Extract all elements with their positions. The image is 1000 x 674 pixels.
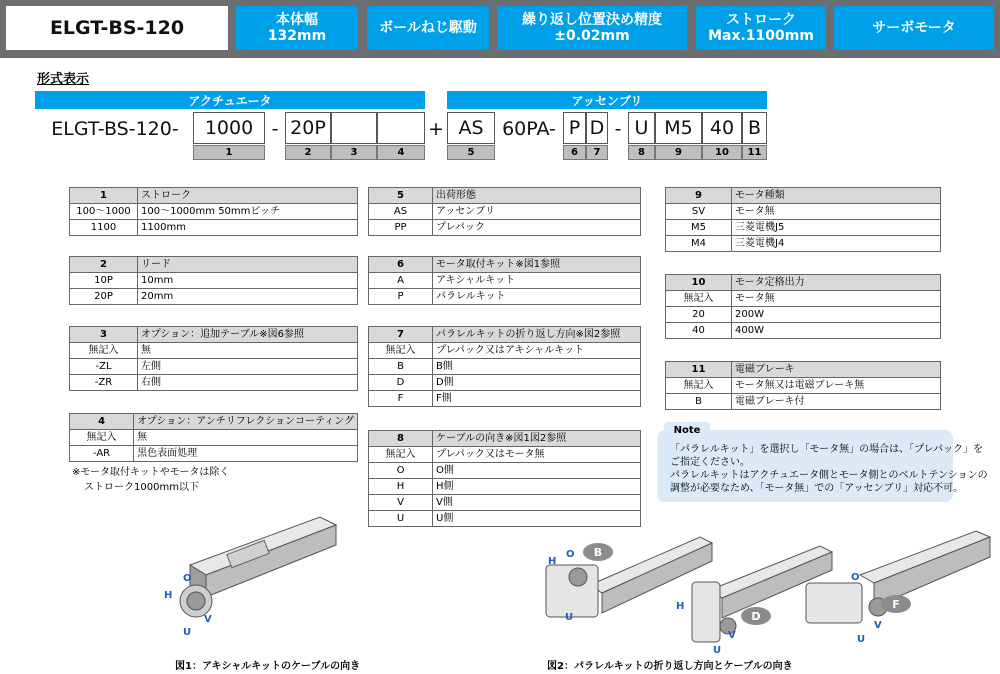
table-cell: B: [666, 394, 732, 410]
table-5-no: 5: [369, 188, 433, 204]
table-cell: B: [369, 359, 433, 375]
table-row: [369, 204, 641, 220]
table-11-title: 電磁ブレーキ: [732, 362, 941, 378]
group-assembly-bar: アッセンブリ: [447, 91, 767, 109]
table-cell: 1100mm: [138, 220, 358, 236]
table-4-no: 4: [70, 414, 134, 430]
table-6-title: モータ取付キット※図1参照: [433, 257, 641, 273]
table-cell: 1100: [70, 220, 138, 236]
code-box-8: U: [628, 112, 655, 144]
table-4-title: オプション：アンチリフレクションコーティング: [134, 414, 358, 430]
table-cell: -AR: [70, 446, 134, 462]
table-cell: H: [369, 479, 433, 495]
table-cell: 三菱電機J5: [732, 220, 941, 236]
format-section-title: 形式表示: [37, 72, 90, 87]
fig2-label-v: V: [728, 630, 736, 641]
table-cell: A: [369, 273, 433, 289]
code-num-5: 5: [447, 145, 495, 160]
table-7-no: 7: [369, 327, 433, 343]
table-row: [70, 446, 358, 462]
fig2-caption: 図2：パラレルキットの折り返し方向とケーブルの向き: [547, 661, 793, 672]
badge-accuracy-line2: ±0.02mm: [554, 28, 630, 44]
note-line-3: パラレルキットはアクチュエータ側とモータ側とのベルトテンションの: [670, 470, 988, 481]
spec-table-5: [368, 187, 641, 236]
code-num-6: 6: [563, 145, 586, 160]
spec-table-10: [665, 274, 941, 339]
table-cell: パラレルキット: [433, 289, 641, 305]
spec-table-9: [665, 187, 941, 252]
fig2-ring-b: B: [583, 543, 613, 561]
table-row: [369, 495, 641, 511]
code-num-11: 11: [742, 145, 767, 160]
fig1-label-v: V: [204, 614, 212, 625]
table-cell: モータ無: [732, 291, 941, 307]
table-cell: アキシャルキット: [433, 273, 641, 289]
table-cell: 無: [134, 430, 358, 446]
fig2-label-u-2: U: [713, 645, 722, 656]
note-line-4: 調整が必要なため、「モータ無」での「アッセンブリ」対応不可。: [670, 483, 964, 494]
code-plus: +: [428, 118, 444, 140]
table-cell: 無記入: [70, 430, 134, 446]
code-dash-1: -: [271, 118, 279, 140]
table-row: [369, 479, 641, 495]
code-box-1: 1000: [193, 112, 265, 144]
table-5-title: 出荷形態: [433, 188, 641, 204]
code-num-8: 8: [628, 145, 655, 160]
table-cell: 100～1000mm 50mmピッチ: [138, 204, 358, 220]
fig2-ring-f: F: [881, 595, 911, 613]
code-num-7: 7: [586, 145, 608, 160]
table-8-no: 8: [369, 431, 433, 447]
code-num-3: 3: [331, 145, 377, 160]
table-row: [666, 220, 941, 236]
table-cell: -ZR: [70, 375, 138, 391]
fig2-label-o: O: [566, 549, 575, 560]
table-cell: 20mm: [138, 289, 358, 305]
table-row: [666, 291, 941, 307]
note-label: Note: [664, 422, 710, 438]
table-cell: アッセンブリ: [433, 204, 641, 220]
table-cell: P: [369, 289, 433, 305]
table-11-no: 11: [666, 362, 732, 378]
table-cell: 無記入: [666, 378, 732, 394]
code-box-9: M5: [655, 112, 702, 144]
table-cell: D: [369, 375, 433, 391]
note-line-2: ご指定ください。: [670, 457, 750, 468]
fig1-label-u: U: [183, 627, 192, 638]
code-box-6: P: [563, 112, 586, 144]
table-6-no: 6: [369, 257, 433, 273]
footnote-line1: ※モータ取付キットやモータは除く: [72, 467, 230, 478]
table-1-no: 1: [70, 188, 138, 204]
badge-drive-line1: ボールねじ駆動: [379, 19, 477, 36]
spec-table-4: [69, 413, 358, 462]
table-row: [666, 307, 941, 323]
table-cell: 右側: [138, 375, 358, 391]
table-cell: 無記入: [369, 447, 433, 463]
table-row: [666, 394, 941, 410]
table-9-no: 9: [666, 188, 732, 204]
table-cell: 無記入: [666, 291, 732, 307]
table-cell: F: [369, 391, 433, 407]
code-box-2: 20P: [285, 112, 331, 144]
code-num-1: 1: [193, 145, 265, 160]
badge-accuracy: [497, 6, 687, 50]
table-row: [70, 220, 358, 236]
table-row: [666, 204, 941, 220]
table-10-no: 10: [666, 275, 732, 291]
table-cell: 無記入: [70, 343, 138, 359]
fig2-label-u: U: [565, 612, 574, 623]
table-3-no: 3: [70, 327, 138, 343]
fig2-actuator-f-illustration: [800, 525, 995, 635]
badge-accuracy-line1: 繰り返し位置決め精度: [522, 11, 662, 28]
code-prefix: ELGT-BS-120-: [51, 118, 179, 140]
table-row: [369, 289, 641, 305]
table-row: [666, 323, 941, 339]
table-cell: モータ無又は電磁ブレーキ無: [732, 378, 941, 394]
table-cell: 無: [138, 343, 358, 359]
table-cell: U: [369, 511, 433, 527]
table-2-title: リード: [138, 257, 358, 273]
table-cell: M4: [666, 236, 732, 252]
table-cell: H側: [433, 479, 641, 495]
fig2-ring-d: D: [741, 607, 771, 625]
table-2-no: 2: [70, 257, 138, 273]
table-row: [369, 343, 641, 359]
table-row: [70, 343, 358, 359]
fig1-label-h: H: [164, 590, 173, 601]
group-actuator-bar: アクチュエータ: [35, 91, 425, 109]
spec-table-11: [665, 361, 941, 410]
table-cell: -ZL: [70, 359, 138, 375]
table-cell: SV: [666, 204, 732, 220]
fig1-label-o: O: [183, 573, 192, 584]
code-num-10: 10: [702, 145, 742, 160]
fig2-label-u-3: U: [857, 634, 866, 645]
table-cell: 10P: [70, 273, 138, 289]
spec-table-8: [368, 430, 641, 527]
table-cell: AS: [369, 204, 433, 220]
table-cell: プレパック: [433, 220, 641, 236]
table-row: [369, 273, 641, 289]
badge-stroke: [696, 6, 826, 50]
table-9-title: モータ種類: [732, 188, 941, 204]
badge-width-line2: 132mm: [267, 28, 327, 44]
table-row: [369, 391, 641, 407]
table-cell: 40: [666, 323, 732, 339]
fig2-label-v-2: V: [874, 620, 882, 631]
table-cell: O: [369, 463, 433, 479]
table-row: [369, 220, 641, 236]
code-box-10: 40: [702, 112, 742, 144]
table-row: [666, 236, 941, 252]
table-cell: 電磁ブレーキ付: [732, 394, 941, 410]
table-row: [369, 375, 641, 391]
table-cell: D側: [433, 375, 641, 391]
table-cell: 200W: [732, 307, 941, 323]
table-cell: O側: [433, 463, 641, 479]
table-cell: プレパック又はモータ無: [433, 447, 641, 463]
table-8-title: ケーブルの向き※図1図2参照: [433, 431, 641, 447]
badge-stroke-line1: ストローク: [726, 11, 796, 28]
table-cell: F側: [433, 391, 641, 407]
table-cell: 黒色表面処理: [134, 446, 358, 462]
table-row: [70, 359, 358, 375]
code-dash-2: -: [614, 118, 622, 140]
badge-width-line1: 本体幅: [276, 11, 318, 28]
code-num-9: 9: [655, 145, 702, 160]
table-row: [369, 463, 641, 479]
table-cell: V側: [433, 495, 641, 511]
table-cell: 100～1000: [70, 204, 138, 220]
table-cell: 20P: [70, 289, 138, 305]
table-row: [369, 359, 641, 375]
table-cell: 10mm: [138, 273, 358, 289]
code-box-4: [377, 112, 425, 144]
table-cell: モータ無: [732, 204, 941, 220]
spec-table-1: [69, 187, 358, 236]
note-line-1: 「パラレルキット」を選択し「モータ無」の場合は、「プレパック」を: [670, 444, 984, 455]
table-row: [70, 375, 358, 391]
table-row: [70, 204, 358, 220]
table-cell: V: [369, 495, 433, 511]
table-cell: 三菱電機J4: [732, 236, 941, 252]
table-10-title: モータ定格出力: [732, 275, 941, 291]
code-box-3: [331, 112, 377, 144]
code-box-11: B: [742, 112, 767, 144]
table-cell: 400W: [732, 323, 941, 339]
footnote-line2: ストローク1000mm以下: [84, 482, 199, 493]
fig1-caption: 図1：アキシャルキットのケーブルの向き: [175, 661, 361, 672]
badge-stroke-line2: Max.1100mm: [708, 28, 814, 44]
table-cell: B側: [433, 359, 641, 375]
table-3-title: オプション：追加テーブル※図6参照: [138, 327, 358, 343]
table-row: [666, 378, 941, 394]
spec-table-2: [69, 256, 358, 305]
table-cell: プレパック又はアキシャルキット: [433, 343, 641, 359]
spec-table-3: [69, 326, 358, 391]
table-cell: 左側: [138, 359, 358, 375]
table-cell: U側: [433, 511, 641, 527]
table-row: [70, 289, 358, 305]
table-row: [70, 430, 358, 446]
code-box-7: D: [586, 112, 608, 144]
table-7-title: パラレルキットの折り返し方向※図2参照: [433, 327, 641, 343]
fig2-label-o-2: O: [851, 572, 860, 583]
table-cell: PP: [369, 220, 433, 236]
table-cell: 無記入: [369, 343, 433, 359]
badge-motor-line1: サーボモータ: [872, 19, 956, 36]
table-1-title: ストローク: [138, 188, 358, 204]
table-row: [369, 447, 641, 463]
fig2-label-h: H: [548, 556, 557, 567]
code-num-2: 2: [285, 145, 331, 160]
code-box-5: AS: [447, 112, 495, 144]
badge-drive: [367, 6, 489, 50]
badge-motor: [834, 6, 994, 50]
model-title: ELGT-BS-120: [6, 6, 228, 50]
table-cell: M5: [666, 220, 732, 236]
table-row: [70, 273, 358, 289]
spec-table-7: [368, 326, 641, 407]
spec-table-6: [368, 256, 641, 305]
fig2-label-h-2: H: [676, 601, 685, 612]
code-text-60pa: 60PA-: [502, 118, 556, 140]
code-num-4: 4: [377, 145, 425, 160]
badge-width: [236, 6, 358, 50]
table-cell: 20: [666, 307, 732, 323]
